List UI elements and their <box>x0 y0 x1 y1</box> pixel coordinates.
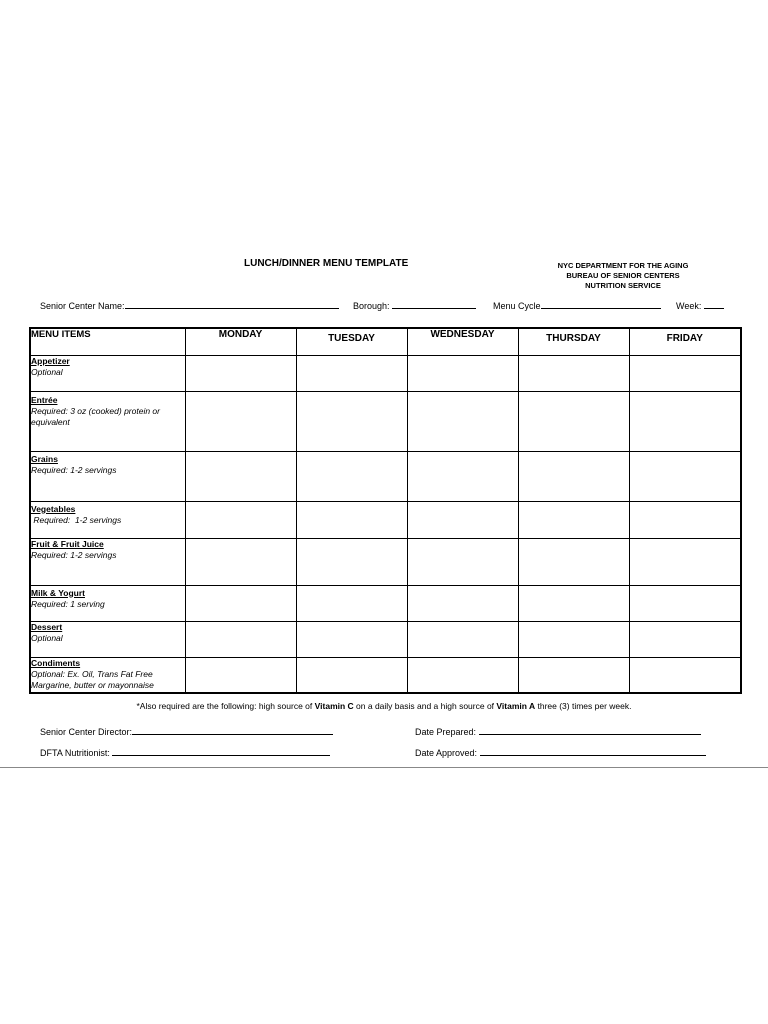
menu-cell[interactable] <box>629 657 741 693</box>
menu-cell[interactable] <box>518 355 629 391</box>
header-row <box>30 328 741 355</box>
category-requirement: Required: 3 oz (cooked) protein or equivalent <box>31 405 160 427</box>
category-requirement: Optional: Ex. Oil, Trans Fat Free Margarine, butter or mayonnaise <box>31 668 154 690</box>
vitamin-c: Vitamin C <box>314 701 354 711</box>
menu-cell[interactable] <box>518 657 629 693</box>
menu-cell[interactable] <box>296 621 407 657</box>
menu-cell[interactable] <box>185 657 296 693</box>
menu-cell[interactable] <box>629 585 741 621</box>
table-row <box>30 657 741 693</box>
category-name: Entrée <box>31 394 58 405</box>
category-cell <box>30 451 185 501</box>
menu-cell[interactable] <box>629 501 741 538</box>
director-line[interactable] <box>132 725 333 735</box>
menu-cell[interactable] <box>518 538 629 585</box>
category-name: Grains <box>31 453 58 464</box>
footnote-text: on a daily basis and a high source of <box>353 701 497 711</box>
menu-cell[interactable] <box>629 621 741 657</box>
org-line: NYC DEPARTMENT FOR THE AGING <box>557 261 689 270</box>
category-requirement: Optional <box>31 366 63 377</box>
category-name: Milk & Yogurt <box>31 587 85 598</box>
category-name: Vegetables <box>31 503 76 514</box>
category-cell <box>30 538 185 585</box>
nutritionist-field[interactable] <box>40 746 330 758</box>
table-row <box>30 621 741 657</box>
day-header-tuesday: TUESDAY <box>296 328 407 355</box>
menu-cell[interactable] <box>518 501 629 538</box>
date-prepared-field[interactable] <box>415 725 701 737</box>
week-field[interactable] <box>676 299 724 311</box>
category-cell <box>30 585 185 621</box>
day-header-wednesday: WEDNESDAY <box>407 328 518 355</box>
table-row <box>30 585 741 621</box>
date-approved-line[interactable] <box>480 746 706 756</box>
category-name: Condiments <box>31 657 81 668</box>
menu-cell[interactable] <box>407 451 518 501</box>
category-name: Appetizer <box>31 355 70 366</box>
menu-cell[interactable] <box>407 657 518 693</box>
menu-cell[interactable] <box>518 621 629 657</box>
borough-field[interactable] <box>353 299 476 311</box>
menu-cell[interactable] <box>629 355 741 391</box>
center-name-field[interactable] <box>40 299 339 311</box>
menu-cell[interactable] <box>296 657 407 693</box>
menu-cell[interactable] <box>296 391 407 451</box>
category-name: Fruit & Fruit Juice <box>31 538 104 549</box>
nutritionist-label: DFTA Nutritionist: <box>40 748 110 758</box>
category-requirement: Required: 1 serving <box>31 598 105 609</box>
menu-cell[interactable] <box>407 621 518 657</box>
menu-cell[interactable] <box>296 355 407 391</box>
org-line: BUREAU OF SENIOR CENTERS <box>566 271 680 280</box>
category-requirement: Required: 1-2 servings <box>31 464 117 475</box>
category-cell <box>30 355 185 391</box>
table-row <box>30 451 741 501</box>
menu-cell[interactable] <box>629 451 741 501</box>
director-label: Senior Center Director: <box>40 727 133 737</box>
menu-cycle-line[interactable] <box>541 299 661 309</box>
week-label: Week: <box>676 301 702 311</box>
day-header-monday: MONDAY <box>185 328 296 355</box>
table-row <box>30 391 741 451</box>
menu-cell[interactable] <box>185 538 296 585</box>
category-name: Dessert <box>31 621 63 632</box>
menu-cell[interactable] <box>296 501 407 538</box>
menu-cell[interactable] <box>296 585 407 621</box>
menu-cell[interactable] <box>185 585 296 621</box>
center-name-line[interactable] <box>125 299 339 309</box>
menu-cell[interactable] <box>185 451 296 501</box>
date-approved-label: Date Approved: <box>415 748 478 758</box>
menu-cell[interactable] <box>407 538 518 585</box>
center-name-label: Senior Center Name: <box>40 301 125 311</box>
menu-cell[interactable] <box>518 585 629 621</box>
menu-items-header: MENU ITEMS <box>30 328 185 355</box>
table-row <box>30 355 741 391</box>
menu-cell[interactable] <box>629 391 741 451</box>
borough-line[interactable] <box>392 299 476 309</box>
vitamin-a: Vitamin A <box>496 701 536 711</box>
category-cell <box>30 391 185 451</box>
page-divider <box>0 767 768 768</box>
menu-cell[interactable] <box>296 451 407 501</box>
menu-cell[interactable] <box>407 501 518 538</box>
nutritionist-line[interactable] <box>112 746 330 756</box>
date-prepared-line[interactable] <box>479 725 701 735</box>
footnote-text: three (3) times per week. <box>535 701 632 711</box>
menu-cell[interactable] <box>407 585 518 621</box>
menu-cell[interactable] <box>185 355 296 391</box>
menu-cell[interactable] <box>407 355 518 391</box>
week-line[interactable] <box>704 299 724 309</box>
menu-cycle-label: Menu Cycle <box>493 301 541 311</box>
borough-label: Borough: <box>353 301 390 311</box>
day-header-thursday: THURSDAY <box>518 328 629 355</box>
category-cell <box>30 657 185 693</box>
organization-block <box>540 261 706 291</box>
menu-cell[interactable] <box>185 621 296 657</box>
footnote <box>0 701 768 711</box>
category-requirement: Optional <box>31 632 63 643</box>
category-requirement: Required: 1-2 servings <box>31 549 117 560</box>
table-row <box>30 538 741 585</box>
menu-cell[interactable] <box>518 391 629 451</box>
category-cell <box>30 621 185 657</box>
menu-cell[interactable] <box>629 538 741 585</box>
menu-table <box>29 327 742 694</box>
footnote-text: *Also required are the following: high source of <box>136 701 315 711</box>
menu-cell[interactable] <box>518 451 629 501</box>
director-field[interactable] <box>40 725 333 737</box>
menu-cycle-field[interactable] <box>493 299 661 311</box>
menu-cell[interactable] <box>185 391 296 451</box>
org-line: NUTRITION SERVICE <box>585 281 661 290</box>
table-row <box>30 501 741 538</box>
date-prepared-label: Date Prepared: <box>415 727 477 737</box>
menu-cell[interactable] <box>407 391 518 451</box>
menu-cell[interactable] <box>185 501 296 538</box>
category-requirement: Required: 1-2 servings <box>31 514 122 525</box>
category-cell <box>30 501 185 538</box>
date-approved-field[interactable] <box>415 746 706 758</box>
page-title: LUNCH/DINNER MENU TEMPLATE <box>244 258 409 269</box>
day-header-friday: FRIDAY <box>629 328 741 355</box>
menu-cell[interactable] <box>296 538 407 585</box>
